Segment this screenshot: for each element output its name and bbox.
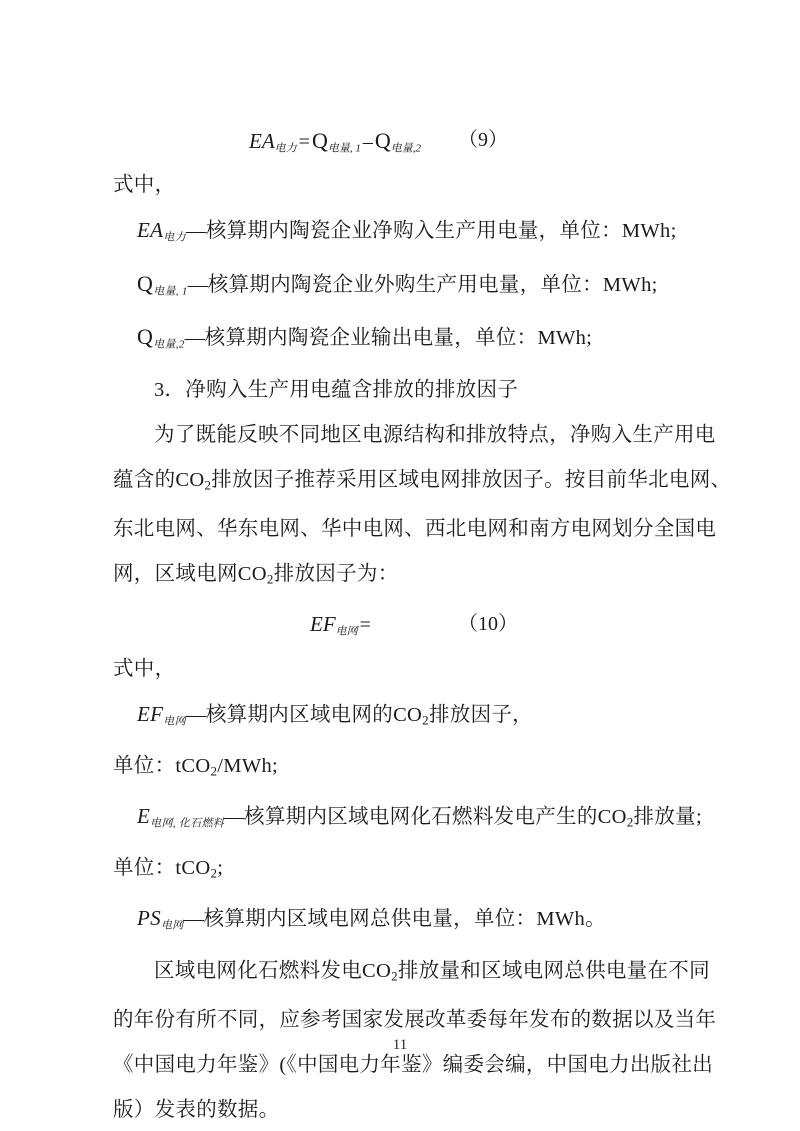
definition-q2-text: 核算期内陶瓷企业输出电量，单位：MWh; bbox=[204, 327, 593, 350]
equation-9-term2-subscript: 电量,2 bbox=[390, 142, 421, 155]
definition-ea-dash: — bbox=[185, 220, 206, 242]
equation-10-expression bbox=[310, 602, 373, 655]
co2-subscript: 2 bbox=[422, 712, 429, 728]
definition-q2-dash: — bbox=[184, 327, 205, 350]
definition-q1 bbox=[113, 261, 691, 315]
definition-q1-variable: Q bbox=[137, 270, 154, 296]
paragraph-1-line-2-part-a: 蕴含的CO bbox=[113, 468, 205, 491]
paragraph-1-line-4-part-a: 网，区域电网CO bbox=[113, 563, 267, 586]
equation-9-term1-variable: Q bbox=[311, 128, 328, 153]
equation-9-operator: – bbox=[362, 131, 373, 153]
definition-q1-subscript: 电量, 1 bbox=[153, 285, 188, 298]
definition-ea-subscript: 电力 bbox=[163, 231, 186, 244]
definition-e-grid-subscript: 电网, 化石燃料 bbox=[150, 817, 225, 830]
co2-subscript: 2 bbox=[266, 571, 274, 587]
equation-9-lhs-subscript: 电力 bbox=[274, 142, 297, 155]
section-heading-3: 3．净购入生产用电蕴含排放的排放因子 bbox=[154, 378, 519, 401]
paragraph-1-line-1: 为了既能反映不同地区电源结构和排放特点，净购入生产用电 bbox=[154, 423, 716, 446]
definition-ea-variable: EA bbox=[137, 218, 164, 242]
definition-ea-text: 核算期内陶瓷企业净购入生产用电量，单位：MWh; bbox=[205, 220, 677, 242]
paragraph-2-line-4: 版）发表的数据。 bbox=[113, 1099, 280, 1122]
equation-10-lhs-variable: EF bbox=[310, 611, 336, 636]
equation-9-lhs-variable: EA bbox=[249, 129, 275, 153]
paragraph-1-line-2-part-b: 排放因子推荐采用区域电网排放因子。按目前华北电网、 bbox=[211, 468, 732, 491]
unit-line-e-grid-part-a: 单位：tCO bbox=[113, 857, 211, 880]
equation-9-term1-subscript: 电量, 1 bbox=[327, 142, 361, 155]
unit-line-ef-part-b: /MWh; bbox=[217, 755, 279, 778]
equation-9-term2-variable: Q bbox=[374, 128, 391, 153]
paragraph-1-line-4 bbox=[113, 552, 691, 602]
paragraph-2-line-1-part-b: 排放量和区域电网总供电量在不同 bbox=[397, 959, 710, 982]
paragraph-1-line-3: 东北电网、华东电网、华中电网、西北电网和南方电网划分全国电 bbox=[113, 518, 717, 541]
shizhong-label-2: 式中， bbox=[113, 657, 176, 680]
co2-subscript: 2 bbox=[626, 814, 634, 830]
equation-10-number: （10） bbox=[458, 612, 518, 635]
equation-10-equals: = bbox=[359, 613, 371, 636]
shizhong-label-1: 式中， bbox=[113, 174, 176, 196]
definition-e-grid-text-a: 核算期内区域电网化石燃料发电产生的CO bbox=[244, 805, 627, 828]
definition-q2-variable: Q bbox=[137, 324, 154, 350]
paragraph-1-line-2 bbox=[113, 458, 732, 508]
paragraph-2-line-2: 的年份有所不同，应参考国家发展改革委每年发布的数据以及当年 bbox=[113, 1009, 717, 1032]
definition-e-grid-text-b: 排放量; bbox=[633, 805, 702, 828]
page-number: 11 bbox=[392, 1037, 408, 1053]
definition-q1-dash: — bbox=[187, 273, 208, 296]
definition-ef bbox=[113, 692, 691, 745]
definition-q2-subscript: 电量,2 bbox=[153, 338, 185, 351]
definition-q1-text: 核算期内陶瓷企业外购生产用电量，单位：MWh; bbox=[207, 273, 658, 296]
equation-9-equals: = bbox=[298, 131, 310, 153]
paragraph-2-line-3: 《中国电力年鉴》(《中国电力年鉴》编委会编，中国电力出版社出 bbox=[113, 1054, 714, 1077]
co2-subscript: 2 bbox=[210, 866, 218, 882]
definition-ps-text: 核算期内区域电网总供电量，单位：MWh。 bbox=[203, 908, 606, 931]
unit-line-e-grid-part-b: ; bbox=[217, 857, 224, 880]
equation-9-expression bbox=[249, 118, 421, 172]
definition-ef-variable: EF bbox=[137, 701, 164, 726]
document-body bbox=[113, 118, 732, 1131]
definition-ef-text-b: 排放因子， bbox=[428, 703, 533, 726]
co2-subscript: 2 bbox=[210, 763, 218, 779]
definition-ef-subscript: 电网 bbox=[163, 715, 186, 728]
equation-9-number: （9） bbox=[458, 129, 508, 151]
definition-ps-dash: — bbox=[183, 908, 204, 931]
unit-line-ef bbox=[113, 744, 691, 794]
definition-ea bbox=[113, 208, 691, 261]
equation-10-row bbox=[113, 602, 691, 647]
definition-ps bbox=[113, 896, 691, 949]
definition-e-grid-dash: — bbox=[224, 805, 245, 828]
unit-line-ef-part-a: 单位：tCO bbox=[113, 755, 211, 778]
paragraph-2-line-1-part-a: 区域电网化石燃料发电CO bbox=[154, 959, 392, 982]
definition-ef-dash: — bbox=[185, 703, 206, 726]
equation-10-lhs-subscript: 电网 bbox=[335, 625, 358, 638]
definition-ps-subscript: 电网 bbox=[160, 919, 184, 932]
definition-e-grid bbox=[113, 794, 702, 847]
definition-ps-variable: PS bbox=[137, 906, 161, 931]
definition-e-grid-variable: E bbox=[137, 803, 151, 828]
unit-line-e-grid bbox=[113, 846, 691, 896]
co2-subscript: 2 bbox=[204, 477, 212, 493]
equation-9-row bbox=[113, 118, 691, 163]
co2-subscript: 2 bbox=[391, 968, 398, 984]
paragraph-1-line-4-part-b: 排放因子为： bbox=[273, 563, 399, 586]
paragraph-2-line-1 bbox=[113, 949, 710, 999]
definition-ef-text-a: 核算期内区域电网的CO bbox=[205, 703, 423, 726]
definition-q2 bbox=[113, 314, 691, 368]
